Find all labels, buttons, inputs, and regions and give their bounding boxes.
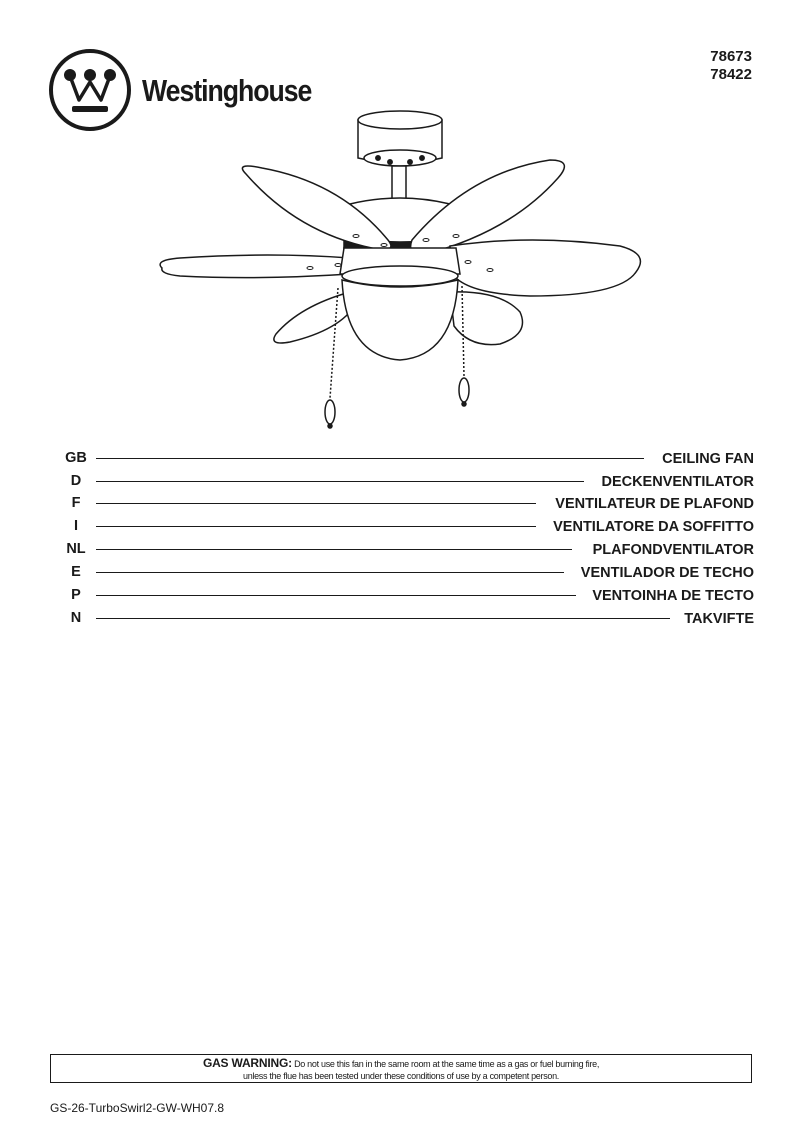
language-row-n [62,609,754,631]
language-title: VENTILATORE DA SOFFITTO [553,519,754,535]
leader-line [96,549,572,550]
leader-line [96,618,670,619]
language-row-d [62,472,754,494]
language-row-nl [62,540,754,562]
language-code: P [71,587,81,603]
language-title: PLAFONDVENTILATOR [592,542,754,558]
language-code: D [70,473,82,489]
model-number: 78422 [710,66,752,83]
language-title: TAKVIFTE [684,611,754,627]
document-code: GS-26-TurboSwirl2-GW-WH07.8 [50,1101,225,1115]
leader-line [96,481,584,482]
language-title: VENTILADOR DE TECHO [580,565,754,581]
model-number: 78673 [710,48,752,65]
westinghouse-logo-icon [48,48,134,134]
leader-line [96,458,644,459]
brand-name: Westinghouse [142,73,312,108]
language-code: GB [65,450,87,466]
leader-line [96,572,564,573]
gas-warning-text2: unless the flue has been tested under these conditions of use by a competent person. [242,1071,560,1081]
gas-warning-text1: Do not use this fan in the same room at the same time as a gas or fuel burning fire, [294,1059,600,1069]
gas-warning-box [50,1054,752,1083]
language-title: VENTOINHA DE TECTO [592,588,754,604]
gas-warning-label: GAS WARNING: [202,1056,292,1070]
language-title: DECKENVENTILATOR [601,474,754,490]
language-row-p [62,586,754,608]
language-code: F [71,495,81,511]
leader-line [96,595,576,596]
language-row-gb [62,449,754,471]
language-code: I [73,518,79,534]
language-title: VENTILATEUR DE PLAFOND [555,496,754,512]
language-code: NL [66,541,86,557]
language-code: E [71,564,81,580]
leader-line [96,526,536,527]
language-code: N [70,610,82,626]
language-row-e [62,563,754,585]
leader-line [96,503,536,504]
language-title: CEILING FAN [662,451,754,467]
ceiling-fan-illustration-icon [150,108,650,434]
model-numbers [710,48,752,84]
language-row-f [62,494,754,516]
language-row-i [62,517,754,539]
gas-warning-line1 [51,1057,751,1070]
